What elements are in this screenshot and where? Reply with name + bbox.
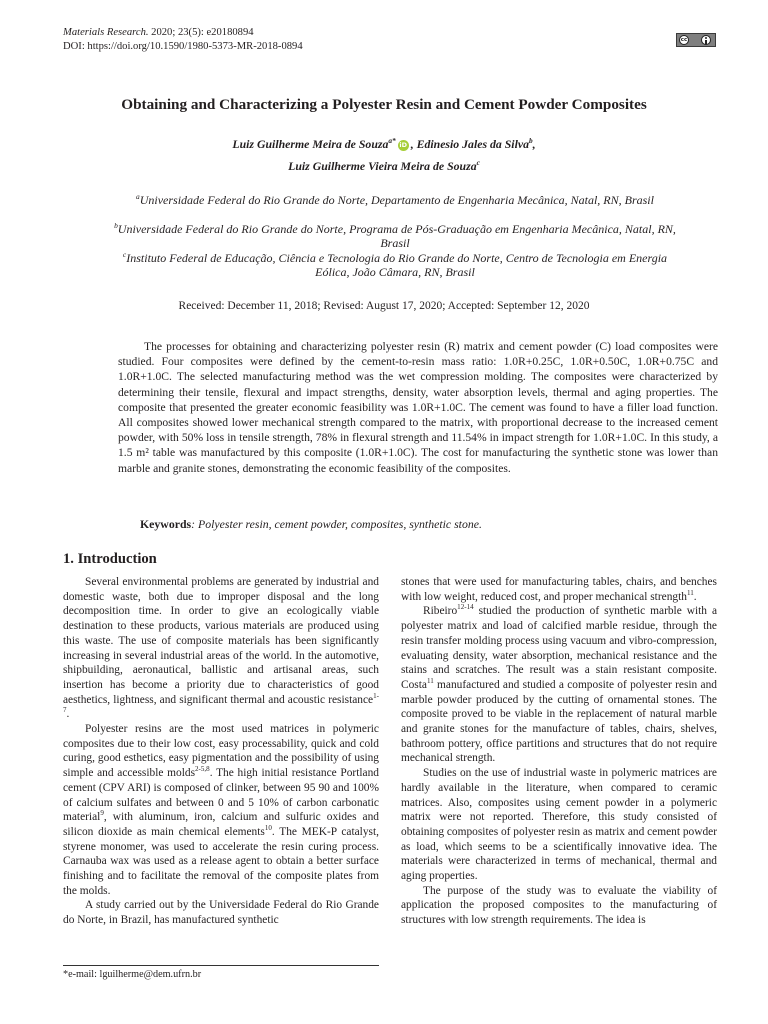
- author-3-marker: c: [476, 158, 480, 168]
- author-2-marker: b: [529, 136, 533, 146]
- keywords-label: Keywords: [140, 517, 192, 531]
- paragraph-text: manufactured and studied a composite of polyester resin and marble powder produced by the cutting of ornamental stones. The composite proved to be viable in the replacement of natural marble and granite stones for the manufacture of tables, chairs, shelves, bathroom pottery, office partitions and structures that do not require mechanical strength.: [401, 678, 717, 765]
- paragraph-text: , with aluminum, iron, calcium and sulfuric oxides and silicon dioxide as main chemical elements: [63, 811, 379, 838]
- affiliation-a: [112, 193, 678, 207]
- paragraph-text: .: [693, 590, 697, 603]
- paragraph-text: . The high initial resistance Portland cement (CPV ARI) is composed of clinker, between 95 90 and 100% of calcium sulfates and between 0 and 5 10% of carbon carbonatic material: [63, 767, 379, 824]
- footnote-divider: [63, 965, 379, 966]
- creative-commons-icon: cc: [680, 37, 688, 43]
- section-heading-introduction: 1. Introduction: [63, 551, 157, 567]
- publication-dates: Received: December 11, 2018; Revised: August 17, 2020; Accepted: September 12, 2020: [178, 300, 590, 312]
- paragraph-text: . The MEK-P catalyst, styrene monomer, was used to accelerate the resin curing process. Carnauba wax was used as a release agent to obtain a better surface finishing and to facilitate the removal of the composite plates from the molds.: [63, 825, 379, 897]
- affiliation-text: Universidade Federal do Rio Grande do Norte, Programa de Pós-Graduação em Engenharia Mecânica, Natal, RN, Brasil: [117, 222, 676, 251]
- affiliation-c: [112, 251, 678, 280]
- affiliation-b: [112, 222, 678, 251]
- cc-by-license-icon[interactable]: [676, 33, 716, 47]
- author-line-2: [0, 155, 768, 177]
- volume-info: 2020; 23(5): e20180894: [148, 27, 254, 38]
- paragraph: [401, 575, 717, 604]
- body-column-left: [63, 575, 379, 928]
- attribution-person-icon: [701, 35, 711, 45]
- author-list: [0, 133, 768, 177]
- author-2-name: , Edinesio Jales da Silva: [410, 137, 529, 151]
- citation-ref[interactable]: 2-5,8: [195, 765, 210, 774]
- citation-ref[interactable]: 1-7: [63, 691, 379, 715]
- corresponding-author-email[interactable]: *e-mail: lguilherme@dem.ufrn.br: [63, 969, 202, 980]
- affiliation-text: Universidade Federal do Rio Grande do Norte, Departamento de Engenharia Mecânica, Natal, RN, Brasil: [139, 193, 654, 207]
- affiliation-marker: a: [136, 192, 140, 201]
- paragraph-text: .: [66, 708, 70, 721]
- citation-line: [63, 26, 303, 40]
- paragraph-text: stones that were used for manufacturing tables, chairs, and benches with low weight, reduced cost, and proper mechanical strength: [401, 576, 717, 603]
- keywords: [140, 517, 482, 532]
- author-1-name: Luiz Guilherme Meira de Souza: [232, 137, 389, 151]
- journal-name: Materials Research.: [63, 27, 149, 38]
- keywords-list: : Polyester resin, cement powder, composites, synthetic stone.: [191, 517, 482, 531]
- citation-ref[interactable]: 10: [264, 824, 272, 833]
- paragraph-text: studied the production of synthetic marble with a polyester matrix and load of calcified marble residue, through the resin transfer molding process using vacuum and vibro-compression, evaluating density, water absorption, mechanical resistance and the stains and scratches. The result was a stain resistant composite. Costa: [401, 605, 717, 691]
- running-header: [63, 26, 303, 54]
- author-3-name: Luiz Guilherme Vieira Meira de Souza: [288, 159, 477, 173]
- author-line-1: Luiz Guilherme Meira de Souza$^{a*}$ iD , Edinesio Jales da Silva$^b$,: [232, 136, 536, 151]
- affiliation-marker: c: [122, 250, 127, 259]
- citation-ref[interactable]: 12-14: [457, 603, 474, 612]
- doi-line[interactable]: DOI: https://doi.org/10.1590/1980-5373-MR-2018-0894: [63, 41, 303, 52]
- paragraph: A study carried out by the Universidade Federal do Rio Grande do Norte, in Brazil, has manufactured synthetic: [63, 899, 379, 927]
- affiliation-marker: b: [114, 221, 118, 230]
- author-1-marker: a*: [388, 136, 396, 146]
- citation-ref[interactable]: 9: [100, 809, 104, 818]
- abstract: The processes for obtaining and characterizing polyester resin (R) matrix and cement powder (C) load composites were studied. Four composites were defined by the cement-to-resin mass ratio: 1.0R+0.25C, 1.0R+0.50C, 1.0R+0.75C and 1.0R+1.0C. The selected manufacturing method was the wet compression molding. The composites were characterized by determining their tensile, flexural and impact strengths, density, water absorption levels, thermal and aging properties. The composite that presented the greater economic feasibility was 1.0R+1.0C. The cement was found to have a filler load function. All composites showed lower mechanical strength compared to the matrix, with proportional decrease to the increased cement powder, with 50% loss in tensile strength, 78% in flexural strength and 11.54% in impact strength for 1.0R+1.0C. In this study, a 1.5 m² table was manufactured by this composite (1.0R+1.0C). The cost for manufacturing the synthetic stone was lower than marble and granite stones, demonstrating the economic feasibility of the composites.: [118, 340, 718, 475]
- paragraph-text: Ribeiro: [423, 605, 458, 618]
- paragraph-text: Polyester resins are the most used matrices in polymeric composites due to their low cost, easy processability, quick and cold curing, good esthetics, easy pigmentation and the possibility of using simple and accessible molds: [63, 723, 379, 780]
- orcid-icon[interactable]: iD: [399, 140, 407, 149]
- paragraph-text: Several environmental problems are generated by industrial and domestic waste, both due to improper disposal and the long decomposition time. In order to give an ecologically viable destination to these products, various materials are produced using this waste. The use of composite materials has been significantly increasing in several industrial areas of the world. In the automotive, shipbuilding, aeronautical, ballistic and artisanal areas, such insertion has become a priority due to characteristics of good aesthetics, lightness, and significant thermal and acoustic resistance: [63, 576, 379, 706]
- paragraph: [63, 722, 379, 898]
- citation-ref[interactable]: 11: [686, 588, 694, 597]
- paragraph: The purpose of the study was to evaluate the viability of application the proposed composites to the manufacturing of structures with low strength requirements. The idea is: [401, 884, 717, 927]
- paragraph: [401, 604, 717, 766]
- citation-ref[interactable]: 11: [426, 677, 434, 686]
- body-column-right: [401, 575, 717, 928]
- paragraph: [63, 575, 379, 722]
- paragraph: Studies on the use of industrial waste in polymeric matrices are hardly available in the literature, when compared to ceramic matrices. Also, composites using cement powder in a polymeric matrix were not reported. Therefore, this study consisted of obtaining composites of polyester resin as matrix and cement powder as load, which seems to be a scientifically innovative idea. The materials were characterized in terms of mechanical, thermal and aging properties.: [401, 767, 718, 883]
- affiliation-text: Instituto Federal de Educação, Ciência e Tecnologia do Rio Grande do Norte, Centro de Tecnologia em Energia Eólica, João Câmara, RN, Brasil: [126, 251, 668, 280]
- article-title: Obtaining and Characterizing a Polyester Resin and Cement Powder Composites: [121, 96, 647, 113]
